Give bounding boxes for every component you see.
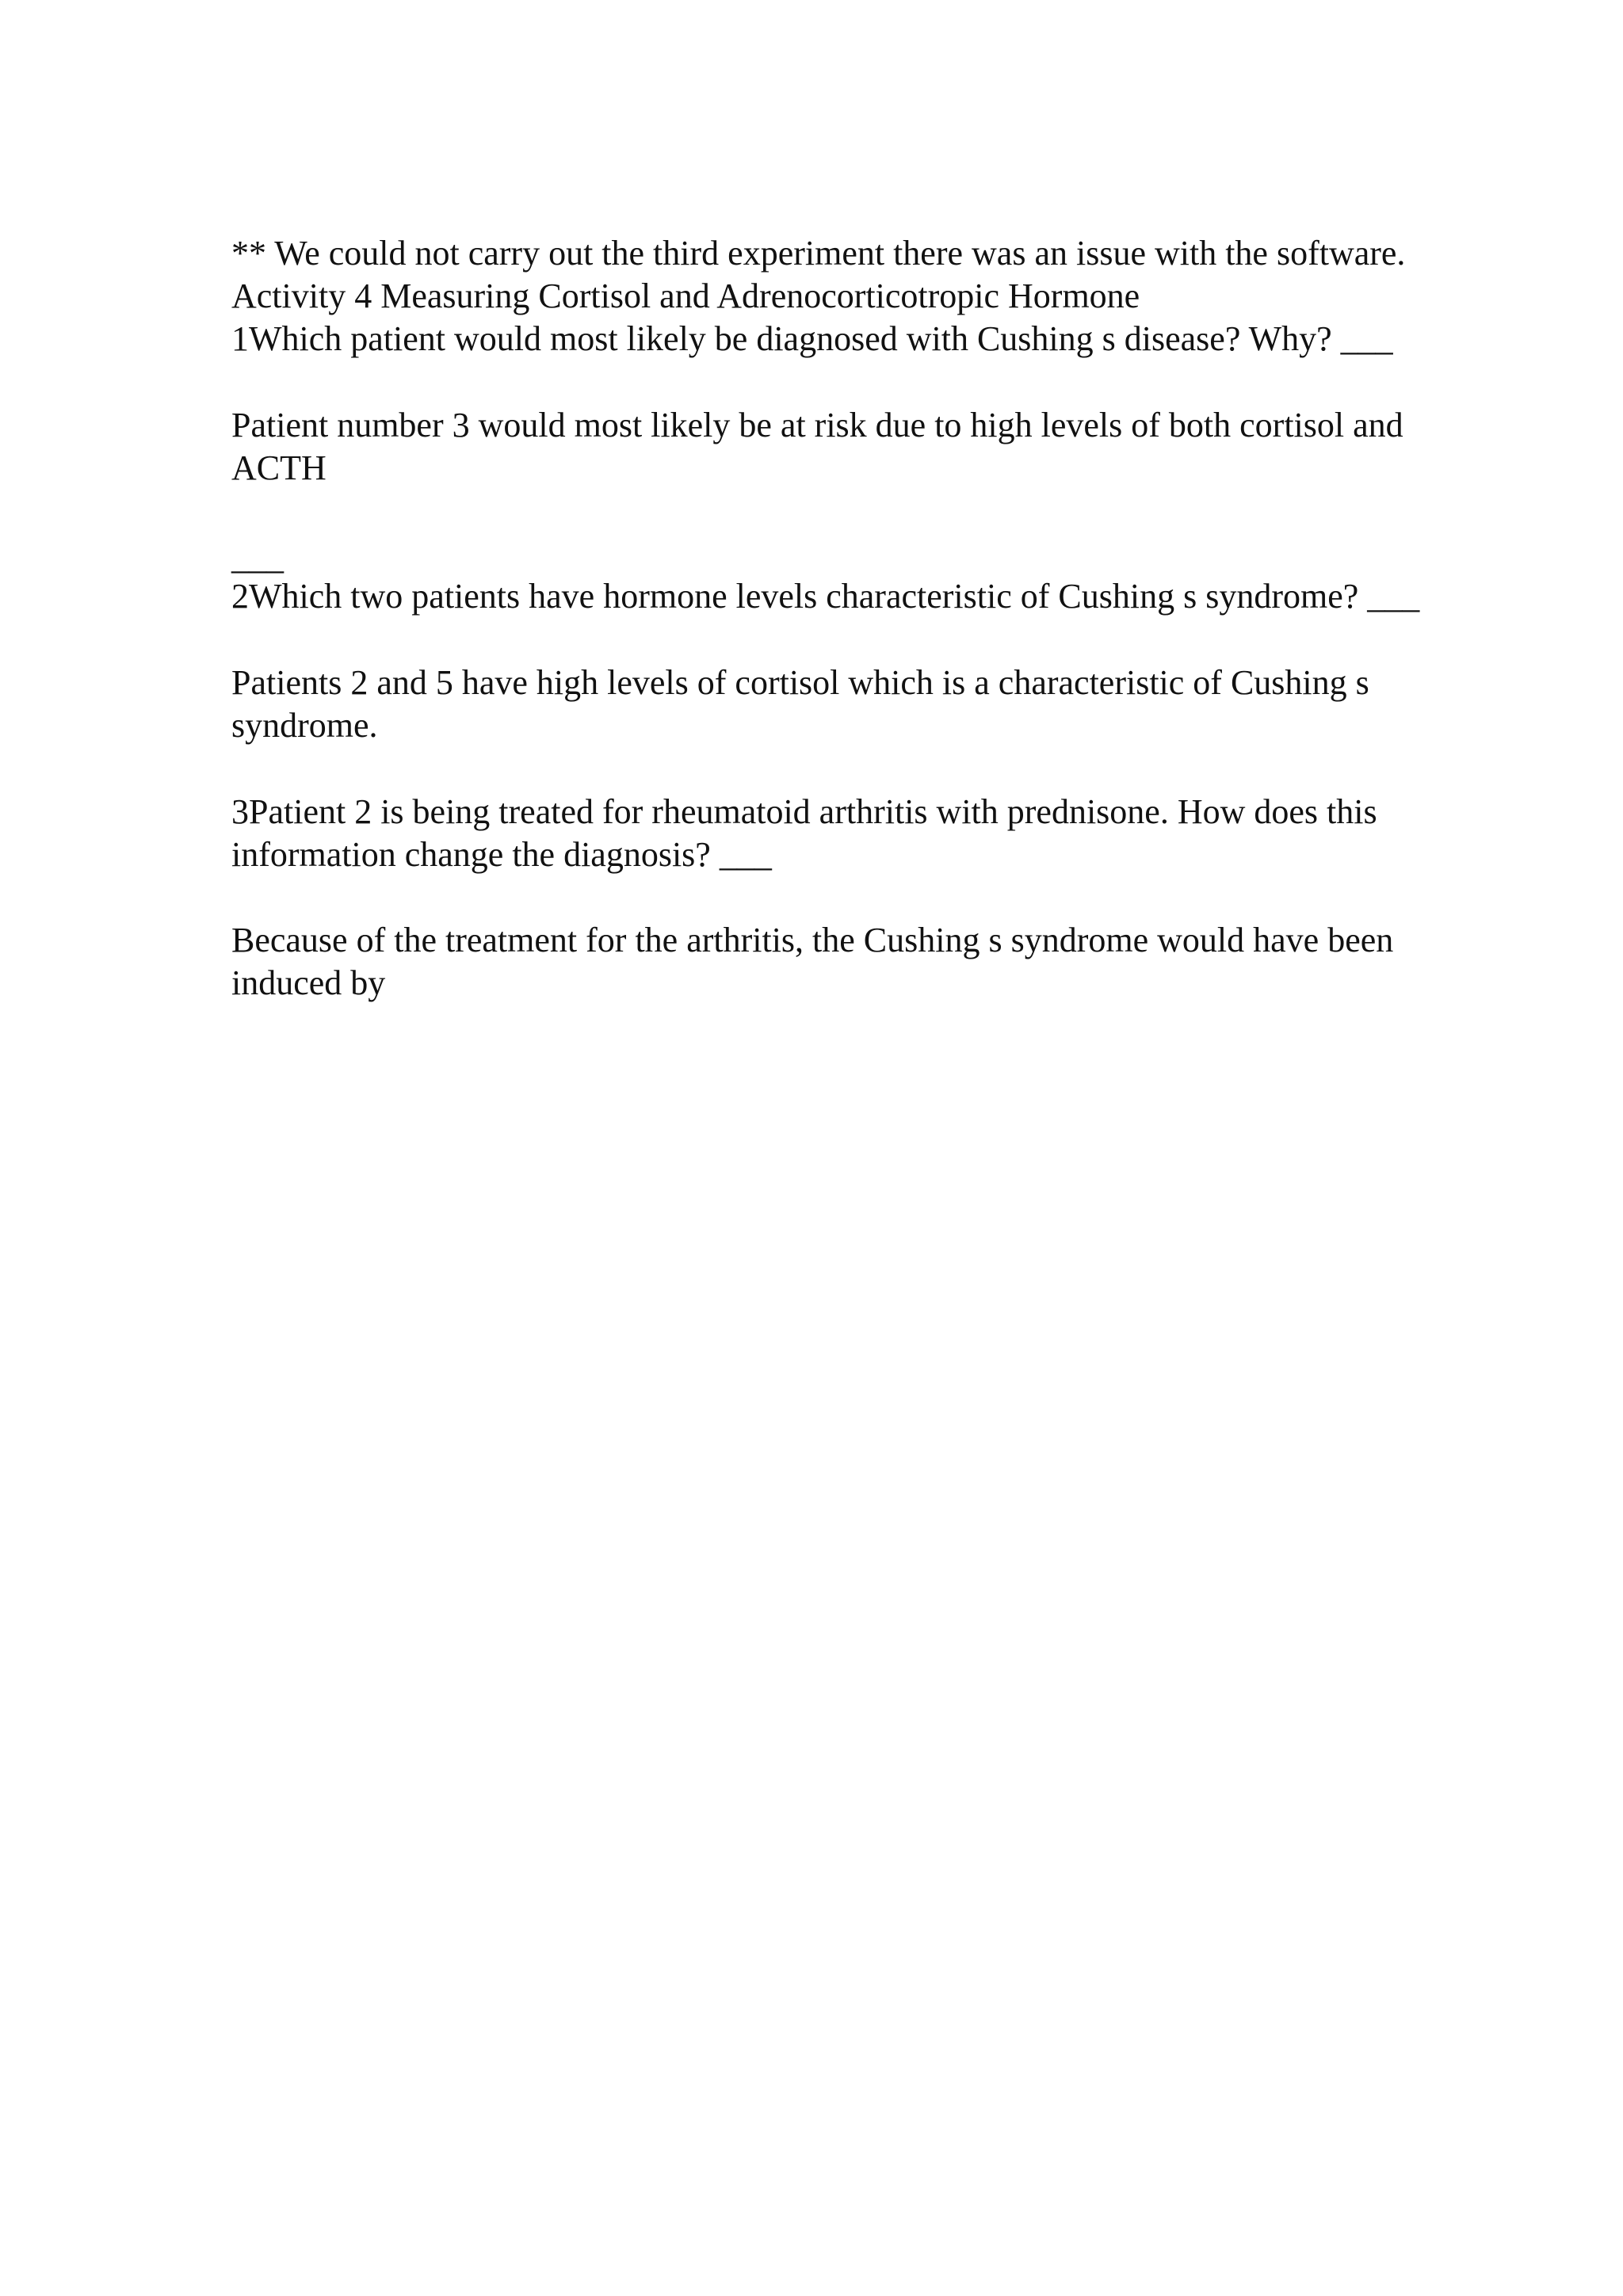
question-3-line-2: information change the diagnosis? ___ [231,835,772,874]
question-3-line-1: 3Patient 2 is being treated for rheumatoid arthritis with prednisone. How does this [231,792,1377,831]
answer-2-line-2: syndrome. [231,706,378,745]
answer-3-line-2: induced by [231,963,386,1002]
blank-line: ___ [231,538,284,577]
question-2: 2Which two patients have hormone levels characteristic of Cushing s syndrome? ___ [231,577,1420,616]
answer-1-line-2: ACTH [231,448,327,487]
answer-3-line-1: Because of the treatment for the arthritis, the Cushing s syndrome would have been [231,921,1394,959]
note-line: ** We could not carry out the third experiment there was an issue with the software. [231,234,1406,273]
activity-heading: Activity 4 Measuring Cortisol and Adrenocorticotropic Hormone [231,277,1140,315]
question-1: 1Which patient would most likely be diagnosed with Cushing s disease? Why? ___ [231,319,1393,358]
answer-2-line-1: Patients 2 and 5 have high levels of cortisol which is a characteristic of Cushing s [231,663,1369,702]
answer-1-line-1: Patient number 3 would most likely be at risk due to high levels of both cortisol and [231,406,1403,444]
